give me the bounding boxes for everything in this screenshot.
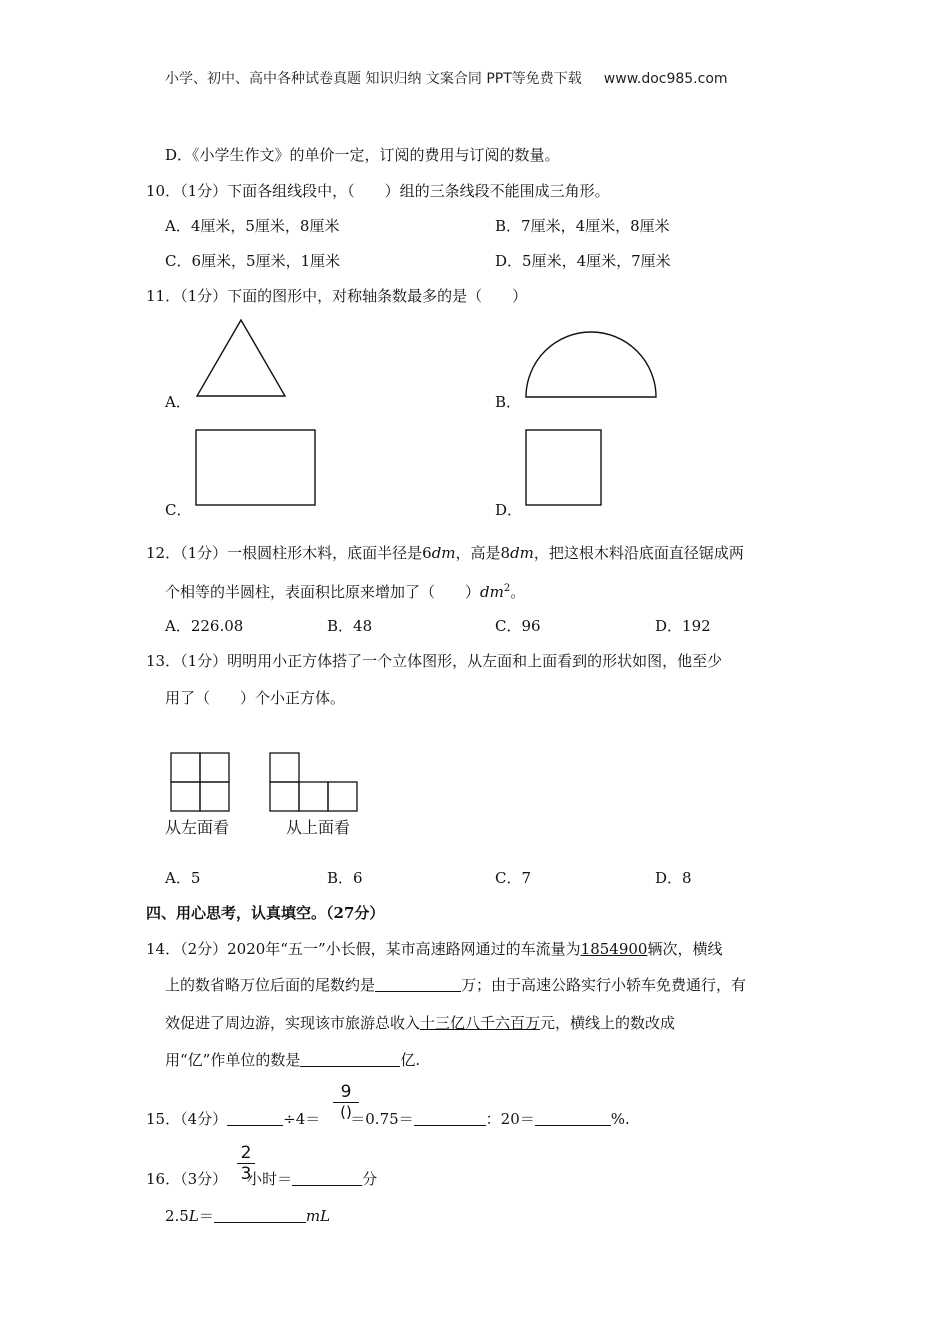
- q13-option-b: B．6: [327, 869, 363, 887]
- rectangle-figure: [195, 429, 317, 507]
- q12-line2-b: 。: [510, 583, 526, 601]
- q14-line3-a: 效促进了周边游，实现该市旅游总收入: [165, 1014, 421, 1032]
- q14-line2-a: 上的数省略万位后面的尾数约是: [165, 976, 376, 994]
- left-view-grid: [170, 752, 232, 814]
- unit-liter: L: [188, 1207, 199, 1225]
- answer-blank[interactable]: [214, 1206, 306, 1223]
- square-figure: [525, 429, 603, 507]
- fraction-denominator: 3: [240, 1164, 252, 1184]
- q12-line1: [146, 543, 744, 563]
- q14-line4-a: 用“亿”作单位的数是: [165, 1051, 301, 1069]
- q12-option-b: B．48: [327, 617, 373, 635]
- q10-option-a: A．4厘米，5厘米，8厘米: [165, 217, 340, 235]
- header-site: www.doc985.com: [603, 71, 728, 87]
- q16-min: 分: [362, 1170, 378, 1188]
- q10-option-c: C．6厘米，5厘米，1厘米: [165, 252, 341, 270]
- unit-milliliter: mL: [305, 1207, 331, 1225]
- q13-option-c: C．7: [495, 869, 532, 887]
- answer-blank[interactable]: [375, 975, 461, 992]
- q14-line1: [146, 939, 722, 959]
- q16-fraction: [237, 1144, 255, 1183]
- unit-dm: dm: [510, 544, 534, 562]
- triangle-figure: [195, 318, 287, 400]
- answer-blank[interactable]: [414, 1109, 486, 1126]
- q13-option-a: A．5: [165, 869, 201, 887]
- q13-line1: 13．（1分）明明用小正方体搭了一个立体图形，从左面和上面看到的形状如图，他至少: [146, 652, 723, 670]
- q16-line2: [165, 1206, 330, 1226]
- section-title: 四、用心思考，认真填空。（27分）: [146, 904, 385, 922]
- q12-option-d: D．192: [655, 617, 711, 635]
- unit-exponent: 2: [503, 583, 511, 594]
- fraction-denominator: (): [340, 1103, 352, 1121]
- q15-fraction: [333, 1083, 359, 1120]
- q14-line1-b: 辆次，横线: [647, 940, 723, 958]
- answer-blank[interactable]: [535, 1109, 611, 1126]
- q14-line2-b: 万；由于高速公路实行小轿车免费通行，有: [461, 976, 747, 994]
- answer-blank[interactable]: [300, 1050, 400, 1067]
- top-view-grid: [269, 752, 361, 814]
- q11-stem: 11．（1分）下面的图形中，对称轴条数最多的是（ ）: [146, 287, 528, 305]
- q9-option-d: D．《小学生作文》的单价一定，订阅的费用与订阅的数量。: [165, 146, 560, 164]
- q12-option-c: C．96: [495, 617, 541, 635]
- q15-line: [146, 1109, 630, 1129]
- q14-line3-b: 元，横线上的数改成: [540, 1014, 676, 1032]
- q11-option-d: D．: [495, 501, 523, 519]
- q14-line1-a: 14．（2分）2020年“五一”小长假，某市高速路网通过的车流量为: [146, 940, 581, 958]
- q15-prefix: 15．（4分）: [146, 1110, 228, 1128]
- unit-dm: dm: [480, 583, 504, 601]
- q13-option-d: D．8: [655, 869, 692, 887]
- q12-line2-a: 个相等的半圆柱，表面积比原来增加了（ ）: [165, 583, 481, 601]
- q12-line2: [165, 579, 525, 602]
- q10-stem: 10．（1分）下面各组线段中，（ ）组的三条线段不能围成三角形。: [146, 182, 610, 200]
- q14-line4-b: 亿.: [400, 1051, 421, 1069]
- q10-option-d: D．5厘米，4厘米，7厘米: [495, 252, 671, 270]
- q16-line1: [146, 1169, 377, 1189]
- semicircle-figure: [524, 330, 658, 400]
- header-text: 小学、初中、高中各种试卷真题 知识归纳 文案合同 PPT等免费下载: [165, 71, 582, 87]
- q16-value: 2.5: [165, 1207, 189, 1225]
- q11-option-a: A．: [165, 393, 191, 411]
- unit-dm: dm: [431, 544, 456, 562]
- q15-pct: %.: [610, 1110, 630, 1128]
- q15-ratio: ：20＝: [485, 1110, 535, 1128]
- q10-option-b: B．7厘米，4厘米，8厘米: [495, 217, 670, 235]
- q16-prefix: 16．（3分）: [146, 1170, 228, 1188]
- q15-eq075: ＝0.75＝: [350, 1110, 414, 1128]
- q12-line1-a: 12．（1分）一根圆柱形木料，底面半径是6: [146, 544, 432, 562]
- fraction-numerator: 9: [340, 1082, 352, 1102]
- traffic-number: 1854900: [580, 940, 648, 958]
- q14-line4: [165, 1050, 420, 1070]
- q16-hour: 小时＝: [247, 1170, 293, 1188]
- answer-blank[interactable]: [227, 1109, 283, 1126]
- q12-option-a: A．226.08: [165, 617, 244, 635]
- page-header: [165, 69, 728, 89]
- q16-equals: ＝: [198, 1207, 214, 1225]
- top-view-caption: 从上面看: [286, 818, 351, 837]
- q14-line3: [165, 1013, 675, 1033]
- q12-line1-b: ，高是8: [455, 544, 511, 562]
- income-words: 十三亿八千六百万: [420, 1014, 541, 1032]
- answer-blank[interactable]: [292, 1169, 362, 1186]
- left-view-caption: 从左面看: [165, 818, 230, 837]
- fraction-numerator: 2: [240, 1143, 252, 1163]
- q13-line2: 用了（ ）个小正方体。: [165, 689, 346, 707]
- q15-div4: ÷4＝: [283, 1110, 321, 1128]
- q11-option-b: B．: [495, 393, 522, 411]
- q14-line2: [165, 975, 746, 995]
- q11-option-c: C．: [165, 501, 192, 519]
- q12-line1-c: ，把这根木料沿底面直径锯成两: [533, 544, 744, 562]
